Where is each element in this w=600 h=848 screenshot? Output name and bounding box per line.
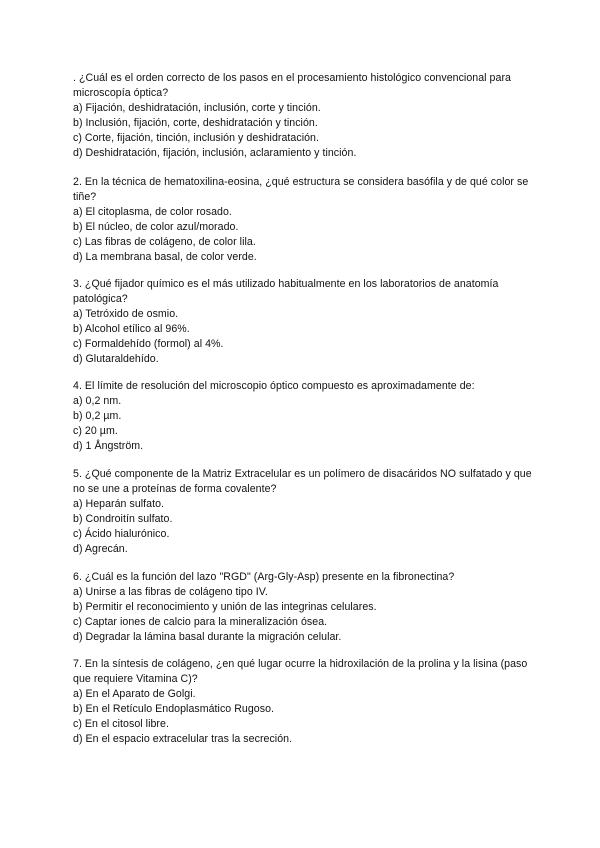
question-3 (73, 277, 543, 367)
option-a: a) 0,2 nm. (73, 395, 122, 407)
option-d: d) La membrana basal, de color verde. (73, 251, 257, 263)
option-c: c) Corte, fijación, tinción, inclusión y deshidratación. (73, 132, 319, 144)
option-d: d) Glutaraldehído. (73, 353, 159, 365)
option-b: b) Condroitín sulfato. (73, 513, 173, 525)
question-4 (73, 379, 543, 454)
option-d: d) Degradar la lámina basal durante la migración celular. (73, 631, 342, 643)
question-text: 2. En la técnica de hematoxilina-eosina, ¿qué estructura se considera basófila y de qué color se tiñe? (73, 176, 529, 203)
option-c: c) 20 µm. (73, 425, 118, 437)
question-6 (73, 570, 543, 645)
option-d: d) 1 Ångström. (73, 440, 144, 452)
option-b: b) Alcohol etílico al 96%. (73, 323, 190, 335)
option-c: c) Formaldehído (formol) al 4%. (73, 338, 224, 350)
option-d: d) Agrecán. (73, 543, 128, 555)
question-text: 6. ¿Cuál es la función del lazo "RGD" (Arg-Gly-Asp) presente en la fibronectina? (73, 571, 455, 583)
question-2 (73, 175, 543, 265)
option-a: a) En el Aparato de Golgi. (73, 688, 196, 700)
option-b: b) 0,2 µm. (73, 410, 122, 422)
question-text: 4. El límite de resolución del microscopio óptico compuesto es aproximadamente de: (73, 380, 475, 392)
question-text: . ¿Cuál es el orden correcto de los pasos en el procesamiento histológico convencional para microscopía óptica? (73, 72, 511, 99)
option-c: c) Las fibras de colágeno, de color lila. (73, 236, 256, 248)
option-a: a) Heparán sulfato. (73, 498, 165, 510)
option-a: a) Fijación, deshidratación, inclusión, corte y tinción. (73, 102, 321, 114)
question-text: 3. ¿Qué fijador químico es el más utilizado habitualmente en los laboratorios de anatomía patológica? (73, 278, 499, 305)
question-7 (73, 657, 543, 747)
option-d: d) En el espacio extracelular tras la secreción. (73, 733, 293, 745)
option-b: b) Permitir el reconocimiento y unión de las integrinas celulares. (73, 601, 377, 613)
option-b: b) El núcleo, de color azul/morado. (73, 221, 239, 233)
option-a: a) El citoplasma, de color rosado. (73, 206, 232, 218)
option-c: c) En el citosol libre. (73, 718, 169, 730)
question-text: 5. ¿Qué componente de la Matriz Extracelular es un polímero de disacáridos NO sulfatado y que no se une a proteínas de forma covalente? (73, 468, 532, 495)
option-c: c) Captar iones de calcio para la mineralización ósea. (73, 616, 328, 628)
option-a: a) Unirse a las fibras de colágeno tipo IV. (73, 586, 268, 598)
question-text: 7. En la síntesis de colágeno, ¿en qué lugar ocurre la hidroxilación de la prolina y la lisina (paso que requiere Vitamina C)? (73, 658, 528, 685)
question-1 (73, 71, 543, 161)
option-b: b) En el Retículo Endoplasmático Rugoso. (73, 703, 275, 715)
option-b: b) Inclusión, fijación, corte, deshidratación y tinción. (73, 117, 318, 129)
option-a: a) Tetróxido de osmio. (73, 308, 179, 320)
option-c: c) Ácido hialurónico. (73, 528, 170, 540)
option-d: d) Deshidratación, fijación, inclusión, aclaramiento y tinción. (73, 147, 357, 159)
question-5 (73, 467, 543, 557)
